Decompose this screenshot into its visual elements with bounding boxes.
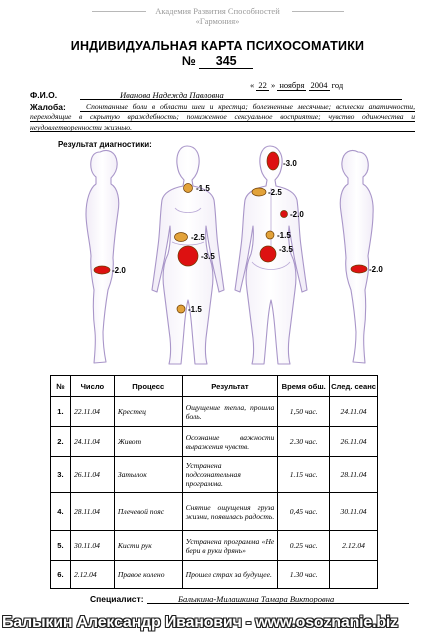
cell-number: 1.	[51, 397, 71, 427]
cell-date: 2.12.04	[70, 561, 114, 589]
fio-value: Иванова Надежда Павловна	[120, 90, 224, 100]
cell-process: Плечевой пояс	[114, 493, 182, 531]
diagnostic-marker	[252, 188, 266, 196]
cell-process: Правое колено	[114, 561, 182, 589]
silhouette-side-right	[340, 150, 373, 363]
body-diagram	[0, 142, 435, 372]
date-day: 22	[258, 80, 267, 90]
cell-next: 2.12.04	[330, 531, 378, 561]
diagnostic-marker-label: -1.5	[277, 231, 291, 240]
document-number: 345	[199, 55, 253, 69]
diagnostic-marker	[175, 233, 188, 242]
diagnostic-marker	[184, 184, 193, 193]
footer-separator: -	[241, 614, 256, 631]
diagnostic-marker-label: -1.5	[188, 305, 202, 314]
cell-next: 26.11.04	[330, 427, 378, 457]
diagnostic-marker	[94, 266, 110, 274]
date-quote-open: «	[250, 80, 255, 90]
table-row	[51, 561, 378, 589]
diagnostic-marker-label: -2.0	[290, 210, 304, 219]
cell-time: 1,50 час.	[278, 397, 330, 427]
document-date	[250, 80, 343, 90]
footer-site: www.osoznanie.biz	[255, 614, 398, 631]
col-header-process: Процесс	[114, 376, 182, 397]
diagnostic-marker-label: -3.0	[283, 159, 297, 168]
cell-result: Осознание важности выражения чувств.	[182, 427, 278, 457]
number-sign: №	[181, 54, 196, 68]
date-quote-close: »	[271, 80, 276, 90]
cell-date: 30.11.04	[70, 531, 114, 561]
diagnostic-marker	[351, 265, 367, 273]
date-year: 2004	[310, 80, 328, 90]
cell-result: Снятие ощущения груза жизни, появилась радость.	[182, 493, 278, 531]
organization-subtitle: «Гармония»	[195, 16, 240, 26]
cell-process: Живот	[114, 427, 182, 457]
footer-watermark	[2, 614, 433, 632]
cell-date: 22.11.04	[70, 397, 114, 427]
silhouette-side-left	[86, 150, 119, 363]
table-row	[51, 397, 378, 427]
diagnostic-marker	[267, 152, 279, 170]
footer-author: Балыкин Александр Иванович	[2, 614, 242, 631]
date-month: ноября	[279, 80, 305, 90]
col-header-result: Результат	[182, 376, 278, 397]
table-header-row	[51, 376, 378, 397]
table-row	[51, 493, 378, 531]
cell-number: 2.	[51, 427, 71, 457]
sessions-table	[50, 375, 378, 589]
cell-result: Устранена программа «Не бери в руки дрянь»	[182, 531, 278, 561]
cell-next: 24.11.04	[330, 397, 378, 427]
fio-label: Ф.И.О.	[30, 90, 58, 100]
cell-date: 28.11.04	[70, 493, 114, 531]
diagnostic-marker	[177, 305, 185, 313]
specialist-name: Балыкина-Милашкина Тамара Викторовна	[178, 594, 335, 604]
diagnostic-marker	[266, 231, 274, 239]
table-row	[51, 531, 378, 561]
diagnostic-marker-label: -2.0	[112, 266, 126, 275]
diagnostic-marker-label: -2.0	[369, 265, 383, 274]
diagnostic-marker-label: -2.5	[268, 188, 282, 197]
complaint-text: Спонтанные боли в области шеи и крестца; болезненные месячные; всплески апатичности, переходящие в скрытую враждебность; пониженное сексуальное восприятие; чувство одиночества и неудовлетворенности жизнью.	[30, 102, 415, 132]
diagnostic-marker	[178, 246, 198, 266]
col-header-number: №	[51, 376, 71, 397]
table-row	[51, 427, 378, 457]
diagnostic-marker-label: -3.5	[279, 245, 293, 254]
cell-time: 2.30 час.	[278, 427, 330, 457]
cell-process: Крестец	[114, 397, 182, 427]
cell-process: Затылок	[114, 457, 182, 493]
date-year-suffix: год	[331, 80, 344, 90]
cell-number: 6.	[51, 561, 71, 589]
cell-time: 1.15 час.	[278, 457, 330, 493]
specialist-label: Специалист:	[90, 594, 144, 604]
cell-result: Устранена подсознательная программа.	[182, 457, 278, 493]
cell-number: 3.	[51, 457, 71, 493]
diagnostics-label: Результат диагностики:	[58, 140, 152, 149]
cell-result: Прошел страх за будущее.	[182, 561, 278, 589]
cell-process: Кисти рук	[114, 531, 182, 561]
organization-name	[0, 6, 435, 26]
diagnostic-marker-label: -2.5	[191, 233, 205, 242]
col-header-next: След. сеанс	[330, 376, 378, 397]
cell-time: 0,45 час.	[278, 493, 330, 531]
cell-result: Ощущение тепла, прошла боль.	[182, 397, 278, 427]
organization-title: Академия Развития Способностей	[155, 6, 280, 16]
cell-date: 24.11.04	[70, 427, 114, 457]
diagnostic-marker-label: -1.5	[196, 184, 210, 193]
complaint-label: Жалоба:	[30, 102, 66, 112]
diagnostic-marker	[260, 246, 276, 262]
cell-number: 5.	[51, 531, 71, 561]
cell-time: 1.30 час.	[278, 561, 330, 589]
cell-next: 28.11.04	[330, 457, 378, 493]
col-header-time: Время обш.	[278, 376, 330, 397]
document-title: ИНДИВИДУАЛЬНАЯ КАРТА ПСИХОСОМАТИКИ	[70, 39, 365, 53]
col-header-date: Число	[70, 376, 114, 397]
cell-next: 30.11.04	[330, 493, 378, 531]
cell-number: 4.	[51, 493, 71, 531]
diagnostic-marker	[281, 211, 288, 218]
table-row	[51, 457, 378, 493]
diagnostic-marker-label: -3.5	[201, 252, 215, 261]
cell-next	[330, 561, 378, 589]
cell-time: 0.25 час.	[278, 531, 330, 561]
cell-date: 26.11.04	[70, 457, 114, 493]
document-number-row	[0, 54, 435, 69]
